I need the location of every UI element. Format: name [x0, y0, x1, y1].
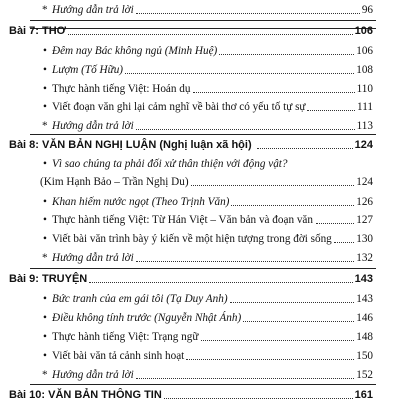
toc-entry	[0, 230, 400, 248]
dot-leader	[136, 129, 355, 130]
toc-chapter	[0, 270, 400, 288]
asterisk-marker: *	[42, 252, 48, 264]
page-number: 143	[356, 293, 373, 305]
page-number: 148	[356, 331, 373, 343]
toc-entry	[0, 290, 400, 308]
page-number: 143	[354, 273, 373, 285]
section-rule	[30, 20, 376, 21]
asterisk-marker: *	[42, 369, 48, 381]
dot-leader	[89, 282, 352, 283]
entry-title: Khan hiếm nước ngọt (Theo Trịnh Văn)	[52, 196, 230, 208]
toc-entry	[0, 249, 400, 267]
page-number: 124	[356, 176, 373, 188]
bullet-marker: •	[43, 83, 47, 95]
toc-entry	[0, 61, 400, 79]
dot-leader	[136, 13, 360, 14]
page-number: 126	[356, 196, 373, 208]
entry-title: Thực hành tiếng Việt: Từ Hán Việt – Văn bản và đoạn văn	[52, 214, 313, 226]
dot-leader	[186, 359, 354, 360]
dot-leader	[136, 261, 354, 262]
dot-leader	[243, 321, 354, 322]
dot-leader	[125, 73, 354, 74]
page-number: 110	[356, 83, 373, 95]
dot-leader	[68, 34, 353, 35]
entry-title: Bức tranh của em gái tôi (Tạ Duy Anh)	[52, 293, 228, 305]
toc-entry	[0, 42, 400, 60]
page-number: 150	[356, 350, 373, 362]
dot-leader	[231, 205, 354, 206]
entry-title: Hướng dẫn trả lời	[52, 120, 134, 132]
bullet-marker: •	[43, 331, 47, 343]
toc-entry	[0, 193, 400, 211]
page-number: 108	[356, 64, 373, 76]
page-number: 96	[361, 4, 373, 16]
toc-entry	[0, 366, 400, 384]
page-number: 113	[356, 120, 373, 132]
section-rule	[30, 384, 376, 385]
toc-entry	[0, 173, 400, 191]
page-number: 132	[356, 252, 373, 264]
entry-title: Vì sao chúng ta phải đối xử thân thiện với động vật?	[52, 158, 288, 170]
toc-chapter	[0, 136, 400, 154]
section-rule	[30, 268, 376, 269]
entry-title: Bài 9: TRUYỆN	[9, 273, 88, 285]
page-number: 111	[357, 101, 373, 113]
toc-entry	[0, 211, 400, 229]
page-number: 161	[354, 389, 373, 401]
toc-entry	[0, 328, 400, 346]
page-number: 146	[356, 312, 373, 324]
entry-title: Điều không tính trước (Nguyễn Nhật Ánh)	[52, 312, 242, 324]
entry-title: Bài 10: VĂN BẢN THÔNG TIN	[9, 389, 162, 401]
entry-title: Bài 7: THƠ	[9, 25, 67, 37]
entry-title: Thực hành tiếng Việt: Hoán dụ	[52, 83, 191, 95]
bullet-marker: •	[43, 64, 47, 76]
toc-entry	[0, 155, 400, 173]
dot-leader	[136, 378, 354, 379]
entry-title: Lượm (Tố Hữu)	[52, 64, 124, 76]
bullet-marker: •	[43, 45, 47, 57]
bullet-marker: •	[43, 158, 47, 170]
toc-entry	[0, 1, 400, 19]
entry-title: Hướng dẫn trả lời	[52, 252, 134, 264]
toc-entry	[0, 80, 400, 98]
section-rule	[30, 134, 376, 135]
page-number: 130	[356, 233, 373, 245]
entry-title: Thực hành tiếng Việt: Trạng ngữ	[52, 331, 199, 343]
toc-entry	[0, 117, 400, 135]
asterisk-marker: *	[42, 120, 48, 132]
dot-leader	[316, 223, 354, 224]
bullet-marker: •	[43, 293, 47, 305]
asterisk-marker: *	[42, 4, 48, 16]
page-number: 127	[356, 214, 373, 226]
toc-entry	[0, 98, 400, 116]
bullet-marker: •	[43, 101, 47, 113]
page-number: 106	[356, 45, 373, 57]
entry-title: Đêm nay Bác không ngủ (Minh Huệ)	[52, 45, 218, 57]
entry-title: Hướng dẫn trả lời	[52, 369, 134, 381]
entry-title: Bài 8: VĂN BẢN NGHỊ LUẬN (Nghị luận xã hội)	[9, 139, 252, 151]
toc-entry	[0, 309, 400, 327]
bullet-marker: •	[43, 214, 47, 226]
dot-leader	[164, 398, 353, 399]
toc-entry	[0, 347, 400, 365]
dot-leader	[191, 185, 354, 186]
entry-title: Hướng dẫn trả lời	[52, 4, 134, 16]
page-number: 152	[356, 369, 373, 381]
dot-leader	[201, 340, 354, 341]
toc-chapter	[0, 386, 400, 404]
dot-leader	[230, 302, 354, 303]
dot-leader	[334, 242, 354, 243]
toc-chapter	[0, 22, 400, 40]
entry-title: Viết bài văn tả cảnh sinh hoạt	[52, 350, 185, 362]
dot-leader	[193, 92, 355, 93]
bullet-marker: •	[43, 312, 47, 324]
entry-title: Viết đoạn văn ghi lại cảm nghĩ về bài thơ có yếu tố tự sự	[52, 101, 306, 113]
bullet-marker: •	[43, 350, 47, 362]
entry-title: (Kim Hạnh Bảo – Trần Nghị Du)	[40, 176, 189, 188]
entry-title: Viết bài văn trình bày ý kiến về một hiện tượng trong đời sống	[52, 233, 332, 245]
page-number: 106	[354, 25, 373, 37]
page-number: 124	[354, 139, 373, 151]
dot-leader	[219, 54, 354, 55]
dot-leader	[307, 110, 355, 111]
bullet-marker: •	[43, 233, 47, 245]
bullet-marker: •	[43, 196, 47, 208]
dot-leader	[257, 148, 353, 149]
